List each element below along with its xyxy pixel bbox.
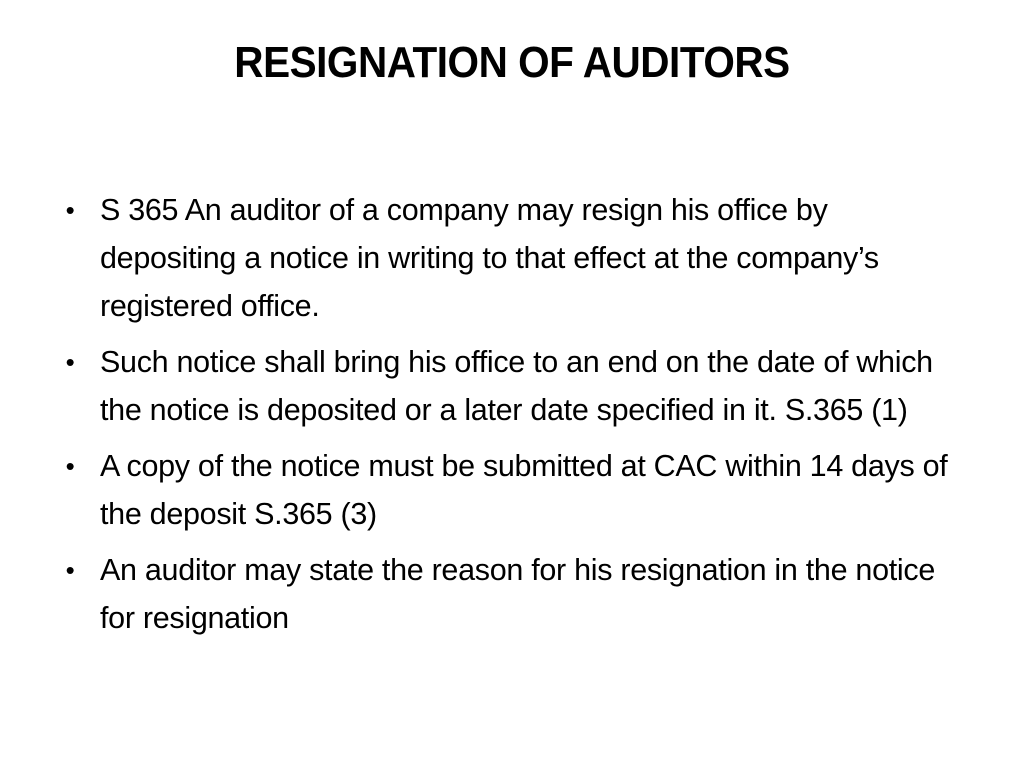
- bullet-text-4: An auditor may state the reason for his resignation in the notice for resignation: [100, 553, 935, 635]
- bullet-item-2: [60, 338, 970, 434]
- bullet-item-1: [60, 186, 970, 330]
- bullet-text-1: S 365 An auditor of a company may resign his office by depositing a notice in writing to that effect at the company’s registered office.: [100, 193, 879, 323]
- bullet-item-4: [60, 546, 970, 642]
- bullet-icon: •: [65, 195, 75, 225]
- slide-title: RESIGNATION OF AUDITORS: [234, 38, 790, 87]
- bullet-text-2: Such notice shall bring his office to an end on the date of which the notice is deposited or a later date specified in it. S.365 (1): [100, 345, 933, 427]
- bullet-icon: •: [65, 347, 75, 377]
- bullet-text-3: A copy of the notice must be submitted at CAC within 14 days of the deposit S.365 (3): [100, 449, 948, 531]
- bullet-item-3: [60, 442, 970, 538]
- bullet-list: [60, 186, 970, 650]
- bullet-icon: •: [65, 451, 75, 481]
- bullet-icon: •: [65, 555, 75, 585]
